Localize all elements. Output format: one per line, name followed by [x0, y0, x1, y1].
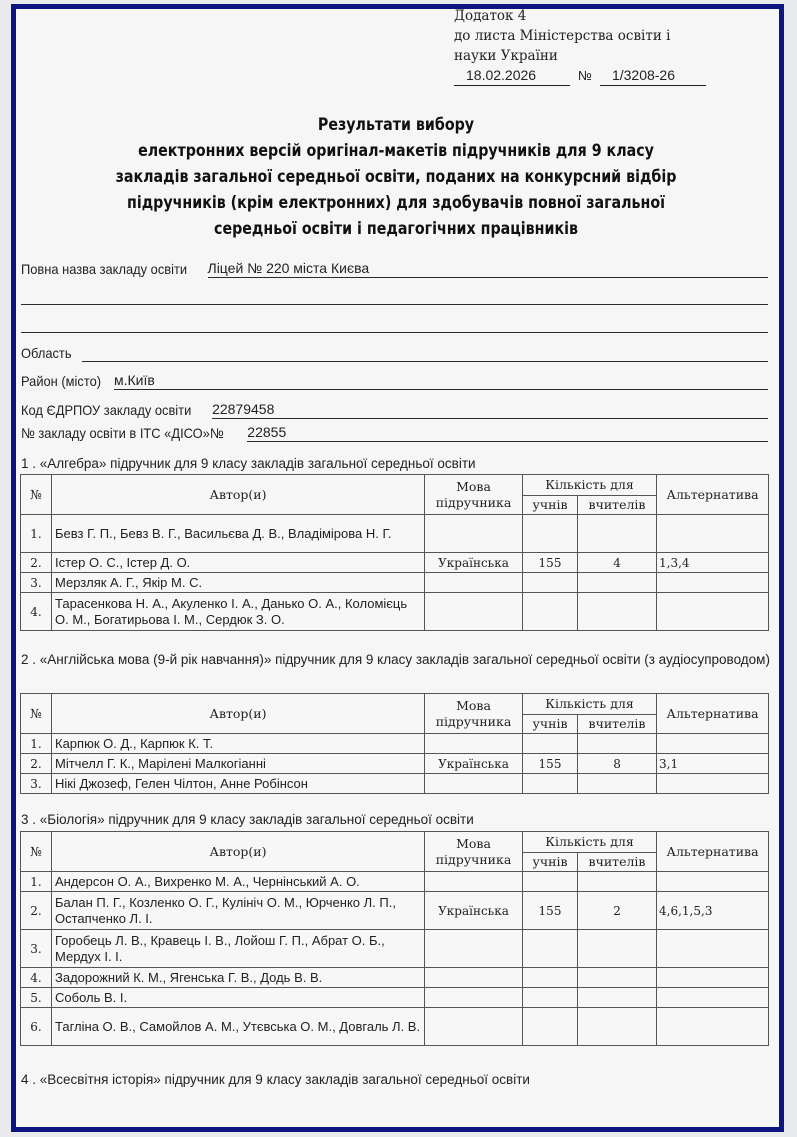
col-alternative: Альтернатива — [657, 694, 769, 734]
row-teachers — [578, 774, 657, 794]
section-3-title: 3 . «Біологія» підручник для 9 класу закладів загальної середньої освіти — [21, 812, 474, 827]
section-1-table — [20, 474, 769, 631]
row-teachers — [578, 593, 657, 631]
row-alternative — [657, 1008, 769, 1046]
table-row — [21, 553, 769, 573]
row-num: 1. — [21, 872, 52, 892]
table-row — [21, 774, 769, 794]
col-teachers: вчителів — [578, 496, 657, 515]
row-num: 1. — [21, 734, 52, 754]
row-teachers — [578, 515, 657, 553]
row-students — [523, 774, 578, 794]
row-language: Українська — [425, 754, 523, 774]
row-authors: Карпюк О. Д., Карпюк К. Т. — [52, 734, 425, 754]
district-value: м.Київ — [114, 371, 768, 390]
row-language: Українська — [425, 553, 523, 573]
row-alternative — [657, 930, 769, 968]
row-language — [425, 774, 523, 794]
appendix-header — [454, 6, 774, 86]
row-num: 3. — [21, 573, 52, 593]
row-students — [523, 872, 578, 892]
col-num: № — [21, 832, 52, 872]
table-row — [21, 1008, 769, 1046]
col-authors: Автор(и) — [52, 694, 425, 734]
row-authors: Бевз Г. П., Бевз В. Г., Васильєва Д. В., Владімірова Н. Г. — [52, 515, 425, 553]
col-quantity: Кількість для — [523, 694, 657, 715]
number-sign: № — [578, 68, 592, 83]
row-students — [523, 515, 578, 553]
row-num: 4. — [21, 968, 52, 988]
row-num: 5. — [21, 988, 52, 1008]
row-alternative — [657, 968, 769, 988]
row-teachers — [578, 930, 657, 968]
title-line-5: середньої освіти і педагогічних працівників — [214, 219, 578, 239]
table-row — [21, 892, 769, 930]
table-header-row — [21, 694, 769, 715]
col-students: учнів — [523, 853, 578, 872]
col-authors: Автор(и) — [52, 832, 425, 872]
row-authors: Тагліна О. В., Самойлов А. М., Утєвська О. М., Довгаль Л. В. — [52, 1008, 425, 1046]
row-teachers — [578, 573, 657, 593]
title-line-3: закладів загальної середньої освіти, поданих на конкурсний відбір — [115, 167, 677, 187]
row-alternative — [657, 573, 769, 593]
row-teachers: 8 — [578, 754, 657, 774]
letter-date: 18.02.2026 — [454, 66, 570, 86]
row-language — [425, 930, 523, 968]
row-alternative: 1,3,4 — [657, 553, 769, 573]
row-authors: Тарасенкова Н. А., Акуленко І. А., Данько О. А., Коломієць О. М., Богатирьова І. М., Сердюк З. О. — [52, 593, 425, 631]
district-label: Район (місто) — [21, 373, 102, 389]
row-language: Українська — [425, 892, 523, 930]
row-alternative — [657, 774, 769, 794]
title-line-2: електронних версій оригінал-макетів підручників для 9 класу — [138, 141, 654, 161]
row-alternative — [657, 515, 769, 553]
col-alternative: Альтернатива — [657, 832, 769, 872]
row-students — [523, 734, 578, 754]
section-4-title: 4 . «Всесвітня історія» підручник для 9 класу закладів загальної середньої освіти — [21, 1072, 530, 1087]
row-authors: Андерсон О. А., Вихренко М. А., Чернінський А. О. — [52, 872, 425, 892]
table-header-row — [21, 832, 769, 853]
col-language: Мова підручника — [425, 694, 523, 734]
blank-line-2 — [21, 332, 768, 333]
table-row — [21, 593, 769, 631]
row-teachers — [578, 968, 657, 988]
row-authors: Нікі Джозеф, Гелен Чілтон, Анне Робінсон — [52, 774, 425, 794]
row-authors: Соболь В. І. — [52, 988, 425, 1008]
col-authors: Автор(и) — [52, 475, 425, 515]
col-language: Мова підручника — [425, 832, 523, 872]
section-3-table — [20, 831, 769, 1046]
table-row — [21, 872, 769, 892]
row-teachers — [578, 872, 657, 892]
row-num: 1. — [21, 515, 52, 553]
col-quantity: Кількість для — [523, 832, 657, 853]
title-line-1: Результати вибору — [317, 115, 475, 135]
table-row — [21, 930, 769, 968]
row-students — [523, 968, 578, 988]
institution-name-value: Ліцей № 220 міста Києва — [208, 259, 769, 278]
row-language — [425, 593, 523, 631]
appendix-line-1: Додаток 4 — [454, 8, 527, 24]
row-students — [523, 573, 578, 593]
row-num: 2. — [21, 754, 52, 774]
row-students: 155 — [523, 754, 578, 774]
row-language — [425, 872, 523, 892]
itc-label: № закладу освіти в ІТС «ДІСО»№ — [21, 425, 224, 441]
row-teachers: 4 — [578, 553, 657, 573]
row-num: 2. — [21, 892, 52, 930]
section-2-title: 2 . «Англійська мова (9-й рік навчання)» підручник для 9 класу закладів загальної середньої освіти (з аудіосупроводом) — [21, 652, 770, 667]
table-row — [21, 734, 769, 754]
col-students: учнів — [523, 715, 578, 734]
col-num: № — [21, 475, 52, 515]
appendix-line-2: до листа Міністерства освіти і — [454, 28, 671, 44]
letter-number: 1/3208-26 — [600, 66, 706, 86]
row-language — [425, 968, 523, 988]
blank-line-1 — [21, 304, 768, 305]
edrpou-field — [21, 399, 768, 419]
row-students — [523, 930, 578, 968]
row-authors: Балан П. Г., Козленко О. Г., Кулініч О. М., Юрченко Л. П., Остапченко Л. І. — [52, 892, 425, 930]
row-teachers: 2 — [578, 892, 657, 930]
row-language — [425, 988, 523, 1008]
row-num: 6. — [21, 1008, 52, 1046]
itc-field — [21, 422, 768, 442]
region-label: Область — [21, 345, 72, 361]
row-teachers — [578, 988, 657, 1008]
region-value — [82, 361, 768, 362]
col-teachers: вчителів — [578, 715, 657, 734]
table-row — [21, 988, 769, 1008]
row-students — [523, 593, 578, 631]
appendix-line-3: науки України — [454, 48, 558, 64]
institution-name-field — [21, 258, 768, 278]
row-students — [523, 988, 578, 1008]
appendix-date-number — [454, 66, 774, 86]
row-alternative — [657, 734, 769, 754]
title-line-4: підручників (крім електронних) для здобувачів повної загальної — [126, 193, 665, 213]
col-teachers: вчителів — [578, 853, 657, 872]
row-alternative: 4,6,1,5,3 — [657, 892, 769, 930]
row-students: 155 — [523, 553, 578, 573]
row-language — [425, 573, 523, 593]
table-row — [21, 573, 769, 593]
district-field — [21, 370, 768, 390]
row-authors: Мітчелл Г. К., Марілені Малкогіанні — [52, 754, 425, 774]
row-language — [425, 1008, 523, 1046]
row-students: 155 — [523, 892, 578, 930]
section-1-title: 1 . «Алгебра» підручник для 9 класу закладів загальної середньої освіти — [21, 456, 476, 471]
table-header-row — [21, 475, 769, 496]
region-field — [21, 342, 768, 362]
col-language: Мова підручника — [425, 475, 523, 515]
row-num: 2. — [21, 553, 52, 573]
row-authors: Істер О. С., Істер Д. О. — [52, 553, 425, 573]
row-students — [523, 1008, 578, 1046]
row-teachers — [578, 734, 657, 754]
institution-name-label: Повна назва закладу освіти — [21, 261, 188, 277]
row-authors: Мерзляк А. Г., Якір М. С. — [52, 573, 425, 593]
itc-value: 22855 — [247, 423, 768, 442]
row-authors: Горобець Л. В., Кравець І. В., Лойош Г. П., Абрат О. Б., Мердух І. І. — [52, 930, 425, 968]
row-num: 3. — [21, 774, 52, 794]
col-quantity: Кількість для — [523, 475, 657, 496]
row-alternative — [657, 872, 769, 892]
table-row — [21, 754, 769, 774]
row-teachers — [578, 1008, 657, 1046]
col-num: № — [21, 694, 52, 734]
col-alternative: Альтернатива — [657, 475, 769, 515]
row-language — [425, 515, 523, 553]
table-row — [21, 968, 769, 988]
table-row — [21, 515, 769, 553]
row-alternative: 3,1 — [657, 754, 769, 774]
row-alternative — [657, 988, 769, 1008]
row-num: 3. — [21, 930, 52, 968]
col-students: учнів — [523, 496, 578, 515]
document-title — [46, 112, 745, 242]
row-language — [425, 734, 523, 754]
row-alternative — [657, 593, 769, 631]
edrpou-label: Код ЄДРПОУ закладу освіти — [21, 402, 192, 418]
row-authors: Задорожний К. М., Ягенська Г. В., Додь В. В. — [52, 968, 425, 988]
section-2-table — [20, 693, 769, 794]
edrpou-value: 22879458 — [212, 400, 768, 419]
row-num: 4. — [21, 593, 52, 631]
